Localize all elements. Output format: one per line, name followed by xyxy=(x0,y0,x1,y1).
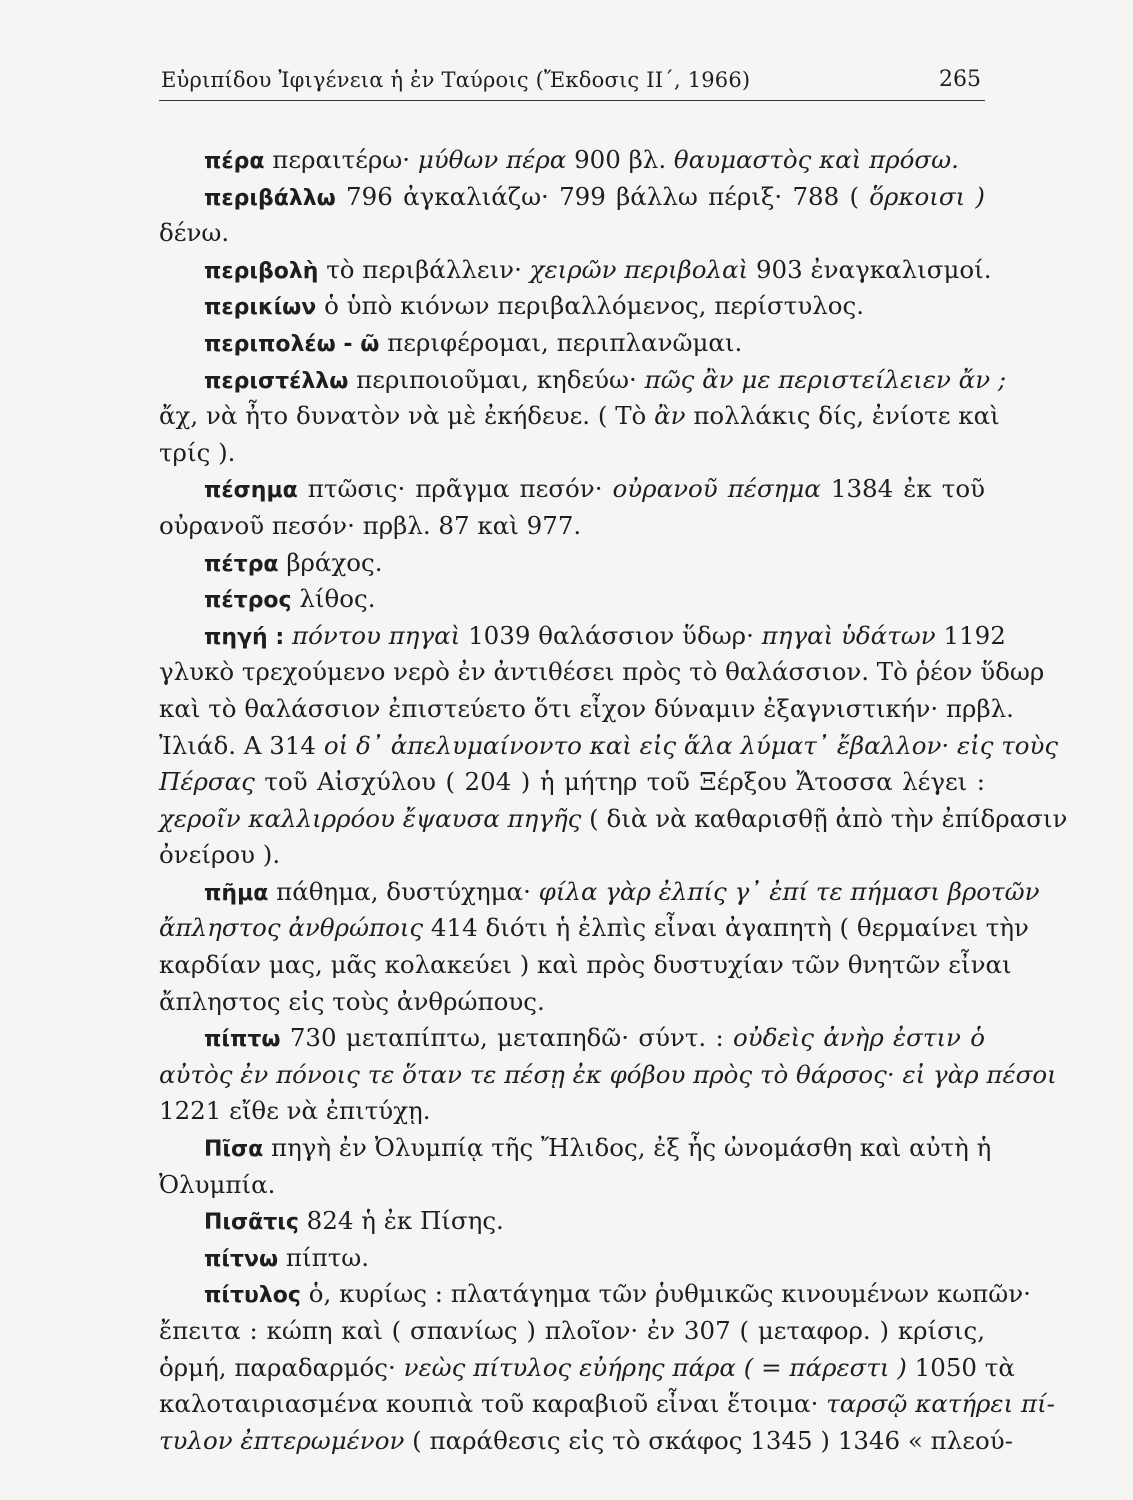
entry-line xyxy=(159,142,985,179)
lemma-headword: Πισᾶτις xyxy=(204,1210,299,1236)
definition-text: Ἰλιάδ. Α 314 xyxy=(159,730,324,760)
continuation-line xyxy=(159,398,1000,435)
quotation-text: ὅρκοισι ) xyxy=(869,181,985,211)
entry-line xyxy=(159,1240,985,1277)
definition-text: 824 ἡ ἐκ Πίσης. xyxy=(298,1206,504,1236)
lemma-headword: πέτρος xyxy=(204,588,292,614)
lemma-headword: Πῖσα xyxy=(204,1137,264,1163)
continuation-line xyxy=(159,435,985,472)
entry-line xyxy=(159,179,985,216)
definition-text: πολλάκις δίς, ἐνίοτε καὶ xyxy=(685,401,1000,431)
quotation-text: πόντου πηγαὶ xyxy=(291,620,461,650)
quotation-text: φίλα γὰρ ἐλπίς γ᾽ ἐπί τε πήμασι βροτῶν xyxy=(538,876,1040,906)
entry-line xyxy=(159,1276,1031,1313)
quotation-text: οἱ δ᾽ ἀπελυμαίνοντο καὶ εἰς ἅλα λύματ᾽ ἔβαλλον· εἰς τοὺς xyxy=(323,730,1059,760)
definition-text: 1221 εἴθε νὰ ἐπιτύχῃ. xyxy=(159,1096,431,1126)
definition-text: 1384 ἐκ τοῦ xyxy=(820,474,985,504)
continuation-line xyxy=(159,1093,985,1130)
definition-text: περαιτέρω· xyxy=(264,145,418,174)
continuation-line xyxy=(159,947,1012,984)
continuation-line xyxy=(159,1057,1057,1094)
definition-text: πηγὴ ἐν Ὀλυμπίᾳ τῆς Ἤλιδος, ἐξ ἧς ὠνομάσθη καὶ αὐτὴ ἡ xyxy=(263,1133,992,1163)
quotation-text: πηγαὶ ὑδάτων xyxy=(761,620,936,650)
continuation-line xyxy=(159,1167,985,1204)
continuation-line xyxy=(159,215,985,252)
lemma-headword: πίτνω xyxy=(204,1246,279,1272)
definition-text: τοῦ Αἰσχύλου ( 204 ) ἡ μήτηρ τοῦ Ξέρξου Ἄτοσσα λέγει : xyxy=(254,767,985,797)
definition-text: ὀνείρου ). xyxy=(159,840,281,870)
quotation-text: μύθων πέρα xyxy=(417,145,567,174)
entry-line xyxy=(159,471,985,508)
definition-text: καλοταιριασμένα κουπιὰ τοῦ καραβιοῦ εἶναι ἕτοιμα· xyxy=(159,1389,827,1419)
definition-text: 1039 θαλάσσιον ὕδωρ· xyxy=(460,620,762,650)
definition-text: περιποιοῦμαι, κηδεύω· xyxy=(348,364,645,394)
definition-text: ἄπληστος εἰς τοὺς ἀνθρώπους. xyxy=(159,986,545,1016)
lemma-headword: πέσημα xyxy=(204,478,298,504)
lemma-headword: περικίων xyxy=(204,295,317,321)
definition-text: ἄχ, νὰ ἦτο δυνατὸν νὰ μὲ ἐκήδευε. ( Τὸ xyxy=(159,401,655,431)
lemma-headword: πηγή : xyxy=(204,624,285,650)
continuation-line xyxy=(159,508,985,545)
continuation-line xyxy=(159,728,1059,765)
continuation-line xyxy=(159,1313,985,1350)
lemma-headword: πῆμα xyxy=(204,880,269,906)
continuation-line xyxy=(159,1423,1013,1460)
entry-line xyxy=(159,1203,985,1240)
definition-text: οὐρανοῦ πεσόν· πρβλ. 87 καὶ 977. xyxy=(159,510,582,540)
continuation-line xyxy=(159,691,1014,728)
definition-text: δένω. xyxy=(159,218,230,248)
lemma-headword: περιβολὴ xyxy=(204,258,319,284)
glossary-text xyxy=(159,142,1068,1459)
continuation-line xyxy=(159,764,985,801)
definition-text: πτῶσις· πρᾶγμα πεσόν· xyxy=(297,474,613,504)
quotation-text: ἂν xyxy=(654,401,686,431)
lemma-headword: πέτρα xyxy=(204,551,279,577)
lemma-headword: περιπολέω - ῶ xyxy=(204,331,380,357)
continuation-line xyxy=(159,1350,1015,1387)
quotation-text: ταρσῷ κατήρει πί- xyxy=(826,1389,1055,1419)
continuation-line xyxy=(159,910,1029,947)
definition-text: 796 ἀγκαλιάζω· 799 βάλλω πέριξ· 788 ( xyxy=(335,181,870,211)
definition-text xyxy=(284,621,292,650)
definition-text: τὸ περιβάλλειν· xyxy=(318,254,530,284)
definition-text: Ὀλυμπία. xyxy=(159,1169,276,1199)
quotation-text: χεροῖν καλλιρρόου ἔψαυσα πηγῆς xyxy=(159,803,582,833)
definition-text: 903 ἐναγκαλισμοί. xyxy=(748,254,992,284)
continuation-line xyxy=(159,654,1045,691)
continuation-line xyxy=(159,1386,1055,1423)
entry-line xyxy=(159,1020,985,1057)
entry-line xyxy=(159,874,1040,911)
entry-line xyxy=(159,545,985,582)
quotation-text: αὐτὸς ἐν πόνοις τε ὅταν τε πέσῃ ἐκ φόβου πρὸς τὸ θάρσος· εἰ γὰρ πέσοι xyxy=(159,1059,1057,1089)
definition-text: καὶ τὸ θαλάσσιον ἐπιστεύετο ὅτι εἶχον δύναμιν ἐξαγνιστικήν· πρβλ. xyxy=(159,693,1014,723)
definition-text: πάθημα, δυστύχημα· xyxy=(268,876,539,906)
definition-text: 1050 τὰ xyxy=(906,1352,1015,1382)
definition-text: ὁ, κυρίως : πλατάγημα τῶν ῥυθμικῶς κινουμένων κωπῶν· xyxy=(300,1279,1031,1309)
quotation-text: οὐδεὶς ἀνὴρ ἐστιν ὁ xyxy=(733,1023,985,1053)
running-title: Εὐριπίδου Ἰφιγένεια ἡ ἐν Ταύροις (Ἔκδοσις ΙΙ΄, 1966) xyxy=(161,68,751,92)
definition-text: λίθος. xyxy=(291,584,376,614)
lemma-headword: πίπτω xyxy=(204,1027,281,1053)
lemma-headword: περιστέλλω xyxy=(204,368,349,394)
entry-line xyxy=(159,618,1006,655)
definition-text: ( παράθεσις εἰς τὸ σκάφος 1345 ) 1346 « πλεού- xyxy=(404,1425,1013,1455)
quotation-text: οὐρανοῦ πέσημα xyxy=(612,474,821,504)
continuation-line xyxy=(159,801,1068,838)
entry-line xyxy=(159,288,985,325)
definition-text: 730 μεταπίπτω, μεταπηδῶ· σύντ. : xyxy=(280,1023,734,1053)
lemma-headword: πίτυλος xyxy=(204,1283,301,1309)
definition-text: τρίς ). xyxy=(159,437,236,467)
page-number: 265 xyxy=(939,67,981,92)
definition-text: βράχος. xyxy=(278,547,383,577)
definition-text: 414 διότι ἡ ἐλπὶς εἶναι ἀγαπητὴ ( θερμαίνει τὴν xyxy=(423,913,1029,943)
definition-text: ( διὰ νὰ καθαρισθῇ ἀπὸ τὴν ἐπίδρασιν xyxy=(581,803,1068,833)
entry-line xyxy=(159,362,1007,399)
quotation-text: χειρῶν περιβολαὶ xyxy=(529,254,749,284)
entry-line xyxy=(159,581,985,618)
lemma-headword: περιβάλλω xyxy=(204,185,336,211)
quotation-text: τυλον ἐπτερωμένον xyxy=(159,1425,405,1455)
continuation-line xyxy=(159,984,985,1021)
running-header xyxy=(159,66,985,101)
quotation-text: νεὼς πίτυλος εὐήρης πάρα ( = πάρεστι ) xyxy=(403,1352,907,1382)
definition-text: περιφέρομαι, περιπλανῶμαι. xyxy=(379,327,743,357)
entry-line xyxy=(159,1130,992,1167)
quotation-text: θαυμαστὸς καὶ πρόσω. xyxy=(673,145,959,174)
definition-text: καρδίαν μας, μᾶς κολακεύει ) καὶ πρὸς δυστυχίαν τῶν θνητῶν εἶναι xyxy=(159,950,1012,980)
quotation-text: ἄπληστος ἀνθρώποις xyxy=(159,913,424,943)
entry-line xyxy=(159,325,985,362)
lemma-headword: πέρα xyxy=(204,149,265,174)
quotation-text: πῶς ἂν με περιστείλειεν ἄν ; xyxy=(644,364,1007,394)
definition-text: ὁρμή, παραδαρμός· xyxy=(159,1352,404,1382)
continuation-line xyxy=(159,837,985,874)
definition-text: 900 βλ. xyxy=(566,145,674,174)
quotation-text: Πέρσας xyxy=(159,767,255,797)
definition-text: ὁ ὑπὸ κιόνων περιβαλλόμενος, περίστυλος. xyxy=(316,291,865,321)
definition-text: 1192 xyxy=(935,620,1006,650)
definition-text: γλυκὸ τρεχούμενο νερὸ ἐν ἀντιθέσει πρὸς τὸ θαλάσσιον. Τὸ ῥέον ὕδωρ xyxy=(159,657,1045,687)
entry-line xyxy=(159,252,992,289)
definition-text: πίπτω. xyxy=(278,1242,370,1272)
definition-text: ἔπειτα : κώπη καὶ ( σπανίως ) πλοῖον· ἐν 307 ( μεταφορ. ) κρίσις, xyxy=(159,1316,985,1345)
